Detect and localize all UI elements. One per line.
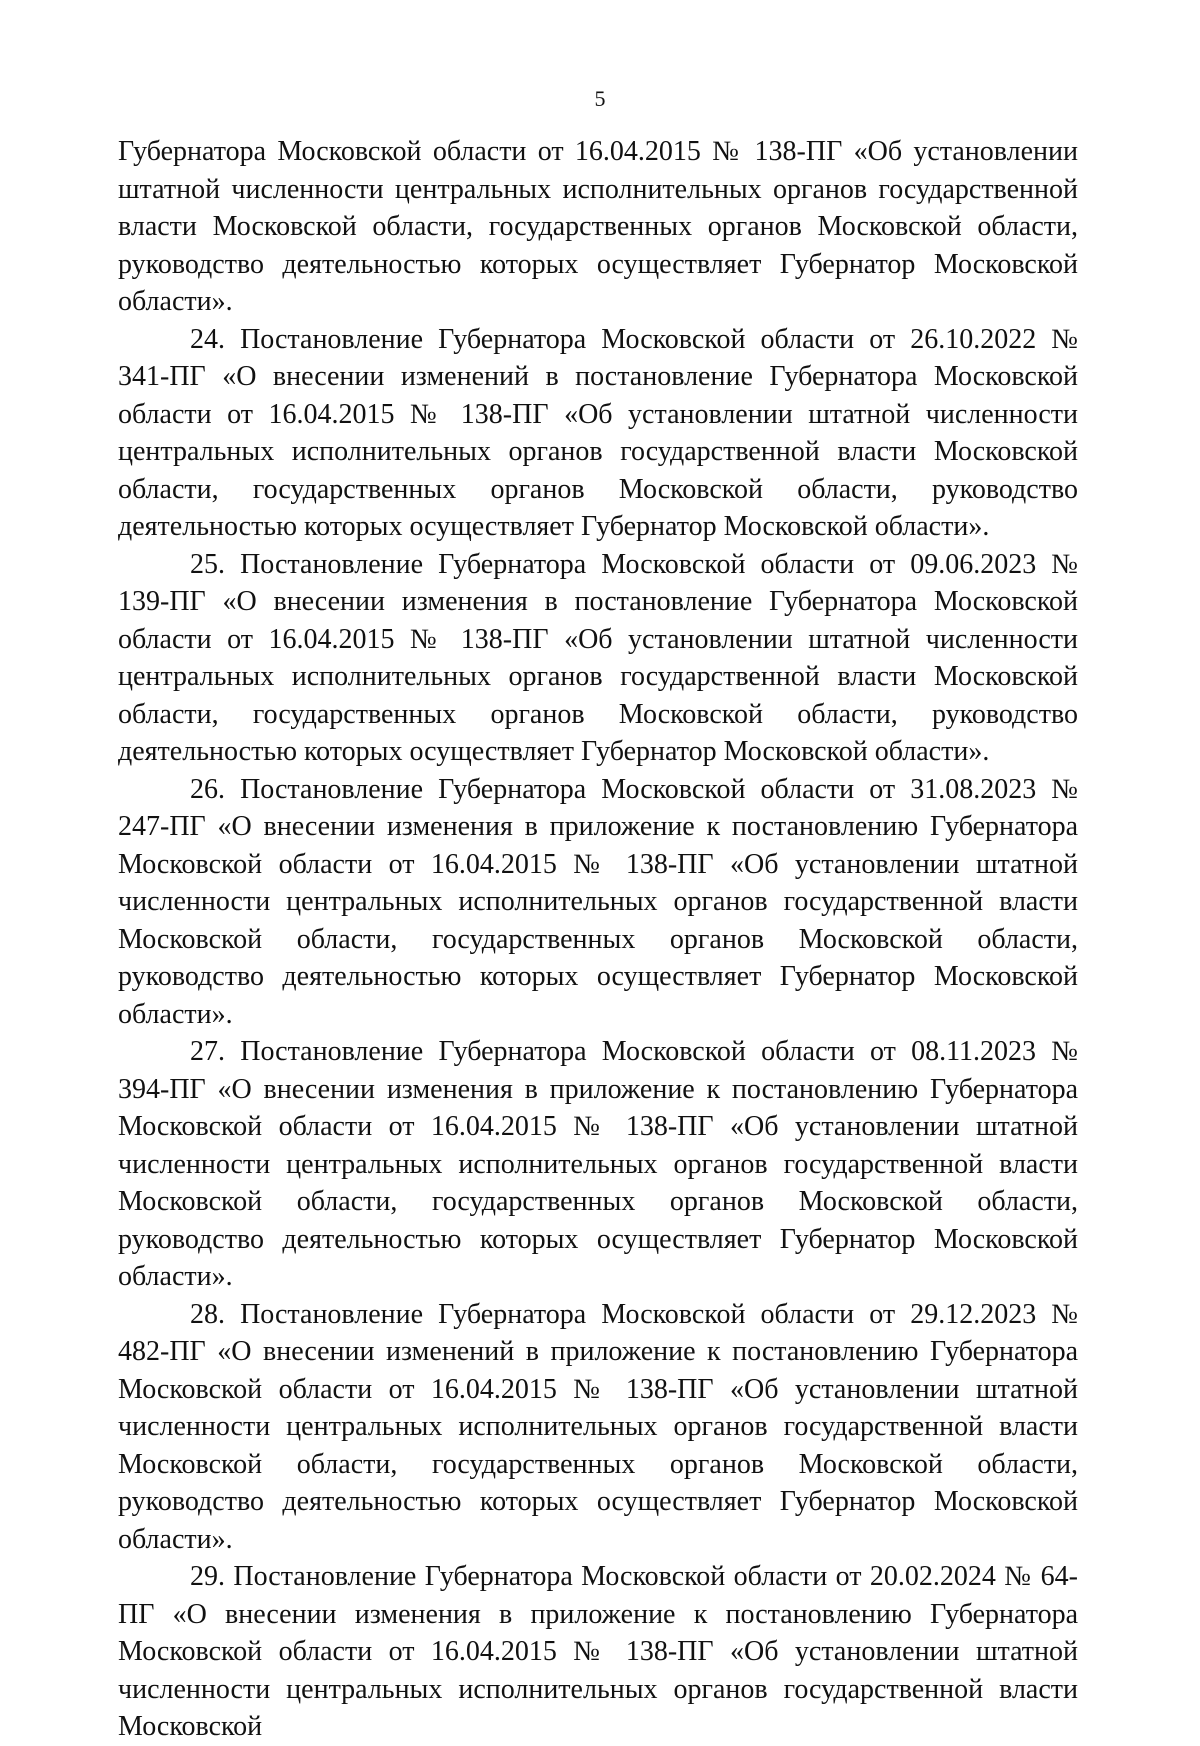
page-number: 5 [594,86,606,111]
list-item-29: 29. Постановление Губернатора Московской области от 20.02.2024 № 64-ПГ «О внесении изменения в приложение к постановлению Губернатора Московской области от 16.04.2015 № 138-ПГ «Об установлении штатной численности центральных исполнительных органов государственной власти Московской [118,1561,1078,1742]
list-item-26: 26. Постановление Губернатора Московской области от 31.08.2023 № 247-ПГ «О внесении изменения в приложение к постановлению Губернатора Московской области от 16.04.2015 № 138-ПГ «Об установлении штатной численности центральных исполнительных органов государственной власти Московской области, государственных органов Московской области, руководство деятельностью которых осуществляет Губернатор Московской области». [118,773,1078,1030]
list-item-27: 27. Постановление Губернатора Московской области от 08.11.2023 № 394-ПГ «О внесении изменения в приложение к постановлению Губернатора Московской области от 16.04.2015 № 138-ПГ «Об установлении штатной численности центральных исполнительных органов государственной власти Московской области, государственных органов Московской области, руководство деятельностью которых осуществляет Губернатор Московской области». [118,1036,1078,1292]
list-item-28: 28. Постановление Губернатора Московской области от 29.12.2023 № 482-ПГ «О внесении изменений в приложение к постановлению Губернатора Московской области от 16.04.2015 № 138-ПГ «Об установлении штатной численности центральных исполнительных органов государственной власти Московской области, государственных органов Московской области, руководство деятельностью которых осуществляет Губернатор Московской области». [118,1298,1078,1555]
document-body [118,133,1078,1746]
list-item-24: 24. Постановление Губернатора Московской области от 26.10.2022 № 341-ПГ «О внесении изменений в постановление Губернатора Московской области от 16.04.2015 № 138-ПГ «Об установлении штатной численности центральных исполнительных органов государственной власти Московской области, государственных органов Московской области, руководство деятельностью которых осуществляет Губернатор Московской области». [118,323,1078,542]
list-item-25: 25. Постановление Губернатора Московской области от 09.06.2023 № 139-ПГ «О внесении изменения в постановление Губернатора Московской области от 16.04.2015 № 138-ПГ «Об установлении штатной численности центральных исполнительных органов государственной власти Московской области, государственных органов Московской области, руководство деятельностью которых осуществляет Губернатор Московской области». [118,548,1078,767]
intro-paragraph: Губернатора Московской области от 16.04.2015 № 138-ПГ «Об установлении штатной численности центральных исполнительных органов государственной власти Московской области, государственных органов Московской области, руководство деятельностью которых осуществляет Губернатор Московской области». [118,136,1078,317]
